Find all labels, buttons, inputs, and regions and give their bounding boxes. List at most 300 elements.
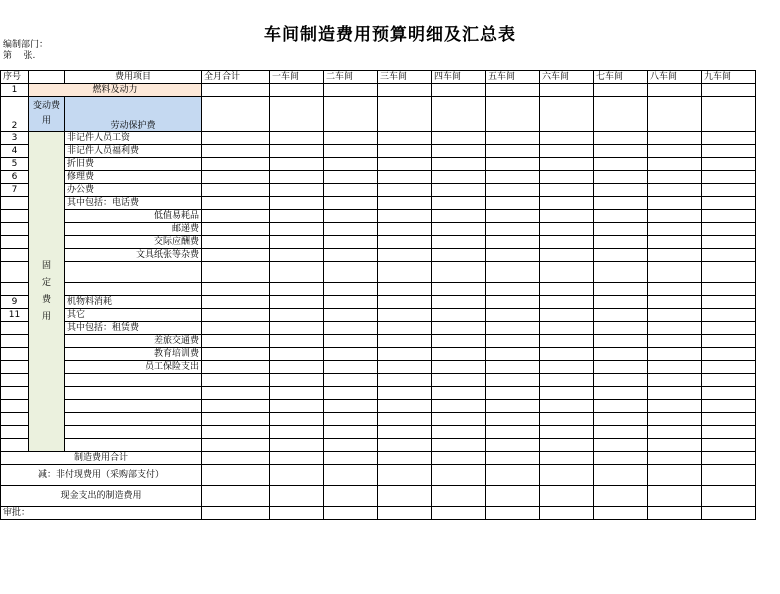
- value-cell[interactable]: [432, 223, 486, 236]
- value-cell[interactable]: [702, 400, 756, 413]
- value-cell[interactable]: [270, 197, 324, 210]
- value-cell[interactable]: [702, 387, 756, 400]
- value-cell[interactable]: [486, 387, 540, 400]
- value-cell[interactable]: [270, 361, 324, 374]
- value-cell[interactable]: [324, 507, 378, 520]
- value-cell[interactable]: [648, 84, 702, 97]
- value-cell[interactable]: [324, 210, 378, 223]
- value-cell[interactable]: [270, 309, 324, 322]
- value-cell[interactable]: [540, 335, 594, 348]
- value-cell[interactable]: [486, 158, 540, 171]
- value-cell[interactable]: [324, 184, 378, 197]
- value-cell[interactable]: [378, 132, 432, 145]
- value-cell[interactable]: [594, 335, 648, 348]
- value-cell[interactable]: [702, 296, 756, 309]
- value-cell[interactable]: [270, 97, 324, 132]
- value-cell[interactable]: [648, 387, 702, 400]
- value-cell[interactable]: [432, 413, 486, 426]
- value-cell[interactable]: [648, 400, 702, 413]
- value-cell[interactable]: [594, 486, 648, 507]
- value-cell[interactable]: [648, 145, 702, 158]
- value-cell[interactable]: [540, 184, 594, 197]
- value-cell[interactable]: [594, 361, 648, 374]
- value-cell[interactable]: [648, 426, 702, 439]
- value-cell[interactable]: [594, 309, 648, 322]
- value-cell[interactable]: [648, 223, 702, 236]
- value-cell[interactable]: [486, 236, 540, 249]
- value-cell[interactable]: [202, 145, 270, 158]
- value-cell[interactable]: [486, 197, 540, 210]
- value-cell[interactable]: [378, 197, 432, 210]
- value-cell[interactable]: [486, 296, 540, 309]
- value-cell[interactable]: [432, 262, 486, 283]
- value-cell[interactable]: [378, 210, 432, 223]
- value-cell[interactable]: [540, 145, 594, 158]
- value-cell[interactable]: [594, 348, 648, 361]
- value-cell[interactable]: [432, 132, 486, 145]
- value-cell[interactable]: [432, 249, 486, 262]
- value-cell[interactable]: [324, 486, 378, 507]
- value-cell[interactable]: [378, 296, 432, 309]
- value-cell[interactable]: [324, 296, 378, 309]
- value-cell[interactable]: [648, 236, 702, 249]
- value-cell[interactable]: [202, 236, 270, 249]
- value-cell[interactable]: [486, 262, 540, 283]
- value-cell[interactable]: [270, 132, 324, 145]
- value-cell[interactable]: [378, 400, 432, 413]
- value-cell[interactable]: [486, 223, 540, 236]
- value-cell[interactable]: [594, 236, 648, 249]
- value-cell[interactable]: [270, 210, 324, 223]
- value-cell[interactable]: [324, 335, 378, 348]
- value-cell[interactable]: [540, 361, 594, 374]
- value-cell[interactable]: [486, 507, 540, 520]
- value-cell[interactable]: [540, 387, 594, 400]
- value-cell[interactable]: [648, 374, 702, 387]
- value-cell[interactable]: [540, 296, 594, 309]
- value-cell[interactable]: [702, 158, 756, 171]
- value-cell[interactable]: [270, 249, 324, 262]
- value-cell[interactable]: [324, 223, 378, 236]
- value-cell[interactable]: [486, 413, 540, 426]
- value-cell[interactable]: [540, 197, 594, 210]
- value-cell[interactable]: [540, 171, 594, 184]
- value-cell[interactable]: [594, 145, 648, 158]
- value-cell[interactable]: [202, 486, 270, 507]
- value-cell[interactable]: [432, 452, 486, 465]
- value-cell[interactable]: [486, 210, 540, 223]
- value-cell[interactable]: [432, 335, 486, 348]
- value-cell[interactable]: [702, 374, 756, 387]
- value-cell[interactable]: [648, 361, 702, 374]
- value-cell[interactable]: [324, 132, 378, 145]
- value-cell[interactable]: [486, 84, 540, 97]
- value-cell[interactable]: [202, 439, 270, 452]
- value-cell[interactable]: [486, 249, 540, 262]
- value-cell[interactable]: [594, 387, 648, 400]
- value-cell[interactable]: [202, 210, 270, 223]
- value-cell[interactable]: [540, 413, 594, 426]
- value-cell[interactable]: [702, 210, 756, 223]
- value-cell[interactable]: [432, 184, 486, 197]
- value-cell[interactable]: [378, 223, 432, 236]
- value-cell[interactable]: [702, 465, 756, 486]
- value-cell[interactable]: [432, 507, 486, 520]
- value-cell[interactable]: [540, 158, 594, 171]
- value-cell[interactable]: [378, 387, 432, 400]
- value-cell[interactable]: [432, 400, 486, 413]
- value-cell[interactable]: [540, 132, 594, 145]
- value-cell[interactable]: [702, 249, 756, 262]
- value-cell[interactable]: [432, 439, 486, 452]
- value-cell[interactable]: [324, 387, 378, 400]
- value-cell[interactable]: [270, 223, 324, 236]
- value-cell[interactable]: [202, 361, 270, 374]
- value-cell[interactable]: [486, 361, 540, 374]
- value-cell[interactable]: [702, 426, 756, 439]
- value-cell[interactable]: [594, 184, 648, 197]
- value-cell[interactable]: [648, 210, 702, 223]
- value-cell[interactable]: [594, 262, 648, 283]
- value-cell[interactable]: [702, 507, 756, 520]
- value-cell[interactable]: [202, 197, 270, 210]
- value-cell[interactable]: [594, 197, 648, 210]
- value-cell[interactable]: [270, 283, 324, 296]
- value-cell[interactable]: [702, 413, 756, 426]
- value-cell[interactable]: [702, 184, 756, 197]
- value-cell[interactable]: [378, 283, 432, 296]
- value-cell[interactable]: [702, 223, 756, 236]
- value-cell[interactable]: [270, 439, 324, 452]
- value-cell[interactable]: [324, 452, 378, 465]
- value-cell[interactable]: [324, 309, 378, 322]
- value-cell[interactable]: [378, 158, 432, 171]
- value-cell[interactable]: [378, 249, 432, 262]
- value-cell[interactable]: [324, 439, 378, 452]
- value-cell[interactable]: [594, 507, 648, 520]
- value-cell[interactable]: [486, 309, 540, 322]
- value-cell[interactable]: [540, 249, 594, 262]
- value-cell[interactable]: [324, 361, 378, 374]
- value-cell[interactable]: [378, 361, 432, 374]
- value-cell[interactable]: [486, 400, 540, 413]
- value-cell[interactable]: [702, 335, 756, 348]
- value-cell[interactable]: [378, 309, 432, 322]
- value-cell[interactable]: [432, 171, 486, 184]
- value-cell[interactable]: [702, 283, 756, 296]
- value-cell[interactable]: [270, 158, 324, 171]
- value-cell[interactable]: [594, 97, 648, 132]
- value-cell[interactable]: [432, 145, 486, 158]
- value-cell[interactable]: [432, 426, 486, 439]
- value-cell[interactable]: [378, 335, 432, 348]
- value-cell[interactable]: [702, 236, 756, 249]
- value-cell[interactable]: [202, 223, 270, 236]
- value-cell[interactable]: [702, 486, 756, 507]
- value-cell[interactable]: [648, 413, 702, 426]
- value-cell[interactable]: [202, 309, 270, 322]
- value-cell[interactable]: [648, 322, 702, 335]
- value-cell[interactable]: [594, 400, 648, 413]
- value-cell[interactable]: [270, 296, 324, 309]
- value-cell[interactable]: [270, 348, 324, 361]
- value-cell[interactable]: [540, 322, 594, 335]
- value-cell[interactable]: [648, 171, 702, 184]
- value-cell[interactable]: [540, 439, 594, 452]
- value-cell[interactable]: [486, 374, 540, 387]
- value-cell[interactable]: [270, 184, 324, 197]
- value-cell[interactable]: [270, 486, 324, 507]
- value-cell[interactable]: [202, 387, 270, 400]
- value-cell[interactable]: [270, 413, 324, 426]
- value-cell[interactable]: [648, 249, 702, 262]
- value-cell[interactable]: [202, 97, 270, 132]
- value-cell[interactable]: [702, 197, 756, 210]
- value-cell[interactable]: [270, 465, 324, 486]
- value-cell[interactable]: [648, 262, 702, 283]
- value-cell[interactable]: [202, 296, 270, 309]
- value-cell[interactable]: [702, 361, 756, 374]
- value-cell[interactable]: [486, 486, 540, 507]
- value-cell[interactable]: [378, 322, 432, 335]
- value-cell[interactable]: [378, 465, 432, 486]
- value-cell[interactable]: [594, 452, 648, 465]
- value-cell[interactable]: [540, 309, 594, 322]
- value-cell[interactable]: [648, 197, 702, 210]
- value-cell[interactable]: [594, 465, 648, 486]
- value-cell[interactable]: [540, 465, 594, 486]
- value-cell[interactable]: [594, 322, 648, 335]
- value-cell[interactable]: [540, 507, 594, 520]
- value-cell[interactable]: [202, 335, 270, 348]
- value-cell[interactable]: [540, 236, 594, 249]
- value-cell[interactable]: [270, 374, 324, 387]
- value-cell[interactable]: [324, 158, 378, 171]
- value-cell[interactable]: [486, 132, 540, 145]
- value-cell[interactable]: [202, 322, 270, 335]
- value-cell[interactable]: [540, 374, 594, 387]
- value-cell[interactable]: [702, 439, 756, 452]
- value-cell[interactable]: [324, 322, 378, 335]
- value-cell[interactable]: [324, 197, 378, 210]
- value-cell[interactable]: [594, 374, 648, 387]
- value-cell[interactable]: [270, 84, 324, 97]
- value-cell[interactable]: [378, 84, 432, 97]
- value-cell[interactable]: [648, 465, 702, 486]
- value-cell[interactable]: [540, 426, 594, 439]
- value-cell[interactable]: [432, 97, 486, 132]
- value-cell[interactable]: [540, 262, 594, 283]
- value-cell[interactable]: [594, 426, 648, 439]
- value-cell[interactable]: [540, 452, 594, 465]
- value-cell[interactable]: [702, 145, 756, 158]
- value-cell[interactable]: [594, 283, 648, 296]
- value-cell[interactable]: [270, 507, 324, 520]
- value-cell[interactable]: [378, 262, 432, 283]
- value-cell[interactable]: [202, 452, 270, 465]
- value-cell[interactable]: [202, 374, 270, 387]
- value-cell[interactable]: [648, 507, 702, 520]
- value-cell[interactable]: [324, 348, 378, 361]
- value-cell[interactable]: [432, 197, 486, 210]
- value-cell[interactable]: [270, 400, 324, 413]
- value-cell[interactable]: [378, 97, 432, 132]
- value-cell[interactable]: [648, 452, 702, 465]
- value-cell[interactable]: [648, 439, 702, 452]
- value-cell[interactable]: [648, 309, 702, 322]
- value-cell[interactable]: [594, 296, 648, 309]
- value-cell[interactable]: [324, 236, 378, 249]
- value-cell[interactable]: [378, 452, 432, 465]
- value-cell[interactable]: [486, 348, 540, 361]
- value-cell[interactable]: [202, 184, 270, 197]
- value-cell[interactable]: [486, 452, 540, 465]
- value-cell[interactable]: [486, 97, 540, 132]
- value-cell[interactable]: [432, 387, 486, 400]
- value-cell[interactable]: [648, 486, 702, 507]
- value-cell[interactable]: [432, 309, 486, 322]
- value-cell[interactable]: [202, 158, 270, 171]
- value-cell[interactable]: [378, 348, 432, 361]
- value-cell[interactable]: [648, 132, 702, 145]
- value-cell[interactable]: [540, 97, 594, 132]
- value-cell[interactable]: [486, 335, 540, 348]
- value-cell[interactable]: [702, 309, 756, 322]
- value-cell[interactable]: [648, 158, 702, 171]
- value-cell[interactable]: [378, 486, 432, 507]
- value-cell[interactable]: [324, 97, 378, 132]
- value-cell[interactable]: [270, 262, 324, 283]
- value-cell[interactable]: [702, 84, 756, 97]
- value-cell[interactable]: [324, 426, 378, 439]
- value-cell[interactable]: [594, 210, 648, 223]
- value-cell[interactable]: [540, 84, 594, 97]
- value-cell[interactable]: [540, 486, 594, 507]
- value-cell[interactable]: [432, 465, 486, 486]
- value-cell[interactable]: [648, 348, 702, 361]
- value-cell[interactable]: [324, 374, 378, 387]
- value-cell[interactable]: [324, 413, 378, 426]
- value-cell[interactable]: [202, 84, 270, 97]
- value-cell[interactable]: [486, 426, 540, 439]
- value-cell[interactable]: [594, 84, 648, 97]
- value-cell[interactable]: [202, 413, 270, 426]
- value-cell[interactable]: [648, 335, 702, 348]
- value-cell[interactable]: [432, 486, 486, 507]
- value-cell[interactable]: [378, 374, 432, 387]
- value-cell[interactable]: [486, 283, 540, 296]
- value-cell[interactable]: [486, 439, 540, 452]
- value-cell[interactable]: [432, 322, 486, 335]
- value-cell[interactable]: [540, 400, 594, 413]
- value-cell[interactable]: [648, 283, 702, 296]
- value-cell[interactable]: [202, 400, 270, 413]
- value-cell[interactable]: [702, 322, 756, 335]
- value-cell[interactable]: [702, 348, 756, 361]
- value-cell[interactable]: [378, 413, 432, 426]
- value-cell[interactable]: [432, 296, 486, 309]
- value-cell[interactable]: [270, 387, 324, 400]
- value-cell[interactable]: [202, 132, 270, 145]
- value-cell[interactable]: [702, 132, 756, 145]
- value-cell[interactable]: [594, 132, 648, 145]
- value-cell[interactable]: [324, 249, 378, 262]
- value-cell[interactable]: [702, 97, 756, 132]
- value-cell[interactable]: [432, 210, 486, 223]
- value-cell[interactable]: [432, 374, 486, 387]
- value-cell[interactable]: [324, 171, 378, 184]
- value-cell[interactable]: [202, 348, 270, 361]
- value-cell[interactable]: [432, 158, 486, 171]
- value-cell[interactable]: [270, 145, 324, 158]
- value-cell[interactable]: [702, 452, 756, 465]
- value-cell[interactable]: [648, 97, 702, 132]
- value-cell[interactable]: [486, 184, 540, 197]
- value-cell[interactable]: [378, 145, 432, 158]
- value-cell[interactable]: [594, 439, 648, 452]
- value-cell[interactable]: [594, 158, 648, 171]
- value-cell[interactable]: [432, 236, 486, 249]
- value-cell[interactable]: [202, 262, 270, 283]
- value-cell[interactable]: [202, 426, 270, 439]
- value-cell[interactable]: [432, 283, 486, 296]
- value-cell[interactable]: [270, 452, 324, 465]
- value-cell[interactable]: [540, 283, 594, 296]
- value-cell[interactable]: [540, 223, 594, 236]
- value-cell[interactable]: [594, 223, 648, 236]
- value-cell[interactable]: [486, 322, 540, 335]
- value-cell[interactable]: [486, 145, 540, 158]
- value-cell[interactable]: [432, 348, 486, 361]
- value-cell[interactable]: [378, 184, 432, 197]
- value-cell[interactable]: [270, 236, 324, 249]
- value-cell[interactable]: [270, 335, 324, 348]
- value-cell[interactable]: [324, 400, 378, 413]
- value-cell[interactable]: [324, 283, 378, 296]
- value-cell[interactable]: [648, 296, 702, 309]
- value-cell[interactable]: [378, 439, 432, 452]
- value-cell[interactable]: [270, 426, 324, 439]
- value-cell[interactable]: [270, 171, 324, 184]
- value-cell[interactable]: [324, 84, 378, 97]
- value-cell[interactable]: [324, 145, 378, 158]
- value-cell[interactable]: [270, 322, 324, 335]
- value-cell[interactable]: [202, 249, 270, 262]
- value-cell[interactable]: [202, 171, 270, 184]
- value-cell[interactable]: [540, 348, 594, 361]
- value-cell[interactable]: [324, 465, 378, 486]
- value-cell[interactable]: [594, 249, 648, 262]
- value-cell[interactable]: [702, 262, 756, 283]
- value-cell[interactable]: [432, 361, 486, 374]
- value-cell[interactable]: [540, 210, 594, 223]
- value-cell[interactable]: [378, 171, 432, 184]
- value-cell[interactable]: [648, 184, 702, 197]
- value-cell[interactable]: [432, 84, 486, 97]
- value-cell[interactable]: [378, 236, 432, 249]
- value-cell[interactable]: [486, 465, 540, 486]
- value-cell[interactable]: [202, 507, 270, 520]
- value-cell[interactable]: [202, 283, 270, 296]
- value-cell[interactable]: [324, 262, 378, 283]
- value-cell[interactable]: [486, 171, 540, 184]
- value-cell[interactable]: [702, 171, 756, 184]
- value-cell[interactable]: [594, 413, 648, 426]
- value-cell[interactable]: [202, 465, 270, 486]
- value-cell[interactable]: [378, 426, 432, 439]
- value-cell[interactable]: [594, 171, 648, 184]
- value-cell[interactable]: [378, 507, 432, 520]
